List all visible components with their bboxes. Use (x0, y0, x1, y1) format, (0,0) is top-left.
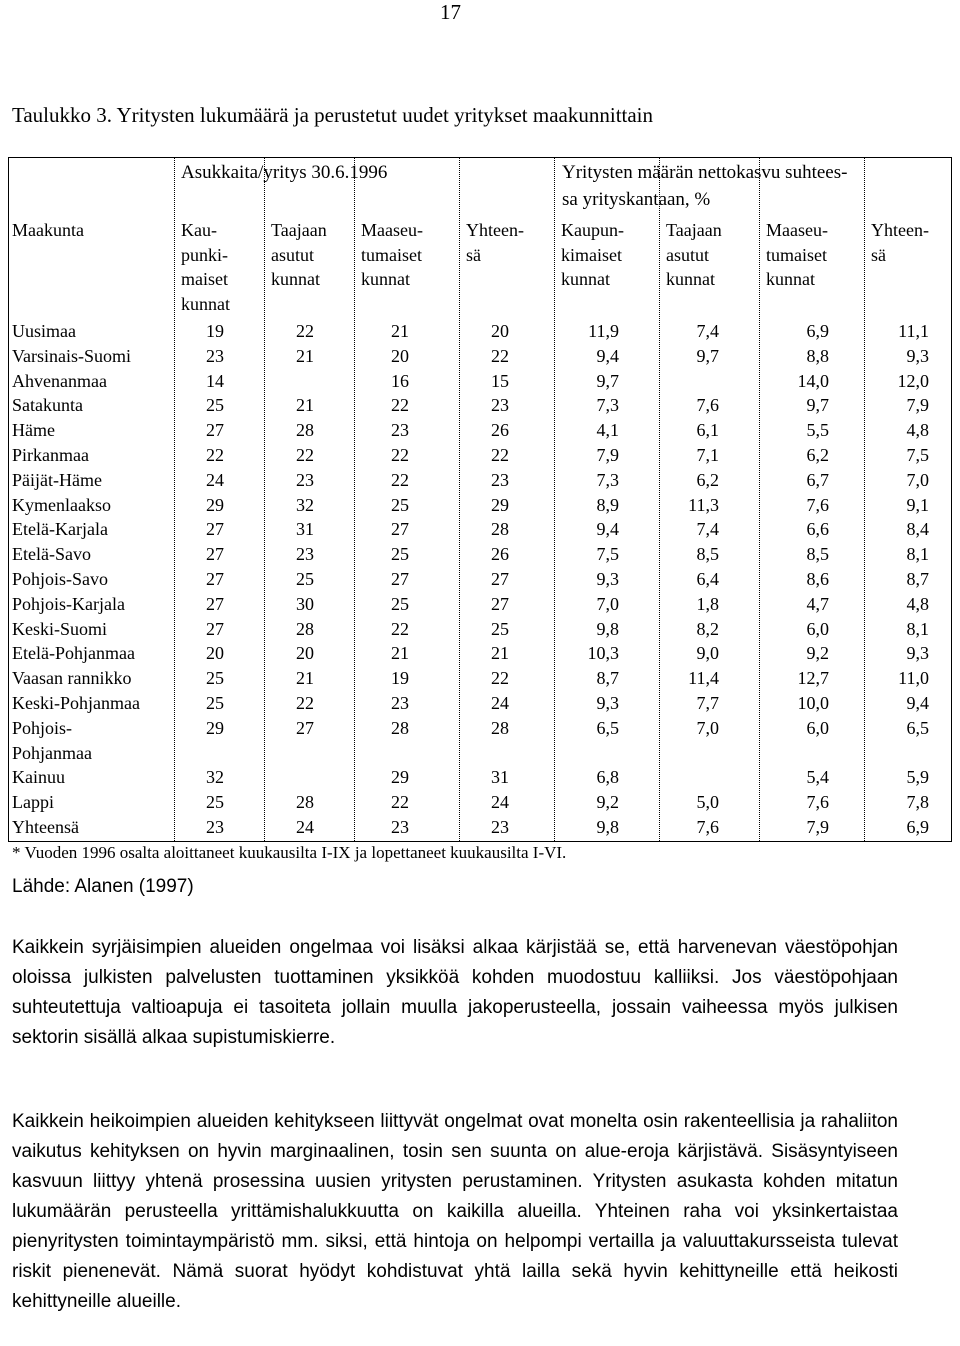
table-cell-value: 7,9 (906, 395, 929, 416)
table-cell-value: 23 (391, 693, 409, 713)
table-cell-value: 8,1 (906, 544, 929, 565)
group-title-residents-per-company: Asukkaita/yritys 30.6.1996 (181, 162, 388, 183)
table-cell-value: 15 (491, 370, 509, 391)
row-region-name: Etelä-Karjala (12, 519, 108, 540)
body-paragraph-2: Kaikkein heikoimpien alueiden kehitykseen liittyvät ongelmat ovat monelta osin rakenteellisia ja rahaliiton vaikutus kehityksen on hyvin marginaalinen, tosin sen suunta on alue-eroja kärjistävä. Sisäsyntyiseen kasvuun liittyy yhtenä prosessina uusien yritysten perustaminen. Yritysten asukasta kohden mitatun lukumäärän perusteella yrittämishalukkuutta on kaikilla alueilla. Yhteinen raha voi yksinkertaistaa pienyritysten toimintaympäristö mm. siksi, että hintoja on helpompi vertailla ja valuuttakursseista tulevat riskit pienenevät. Nämä suorat hyödyt kohdistuvat yhtä lailla sekä hyvin kehittyneille että heikosti kehittyneille alueille. (12, 1111, 898, 1312)
table-cell-value: 27 (391, 519, 409, 540)
header-col2-line: kunnat (271, 269, 320, 289)
table-cell-value: 9,4 (906, 693, 929, 713)
table-cell-value: 22 (491, 445, 509, 465)
table-cell-value: 11,3 (688, 494, 719, 515)
row-region-name: Pohjois- (12, 717, 73, 738)
table-cell-value: 29 (391, 767, 409, 788)
table-cell-value: 7,9 (806, 817, 829, 837)
column-divider (864, 158, 865, 841)
table-cell-value: 32 (206, 767, 224, 788)
table-cell-value: 25 (391, 544, 409, 565)
footnote: * Vuoden 1996 osalta aloittaneet kuukausilta I-IX ja lopettaneet kuukausilta I-VI. (12, 843, 567, 862)
table-cell-value: 28 (391, 717, 409, 738)
header-col7-line: Maaseu- (766, 220, 828, 240)
row-region-name: Varsinais-Suomi (12, 345, 131, 366)
table-cell-value: 8,5 (696, 544, 719, 565)
table-cell-value: 22 (491, 345, 509, 366)
table-cell-value: 9,8 (596, 817, 619, 837)
header-col2-line: asutut (271, 244, 314, 265)
table-cell-value: 22 (296, 445, 314, 465)
table-cell-value: 7,4 (696, 519, 719, 540)
table-cell-value: 11,9 (588, 321, 619, 341)
table-cell-value: 20 (206, 643, 224, 664)
row-region-name: Yhteensä (12, 817, 79, 837)
header-col5-line: kunnat (561, 269, 610, 289)
table-cell-value: 20 (491, 321, 509, 341)
table-cell-value: 7,9 (596, 445, 619, 465)
table-cell-value: 25 (391, 494, 409, 515)
table-cell-value: 5,0 (696, 792, 719, 813)
header-col4-line: sä (466, 244, 481, 265)
row-region-name: Keski-Pohjanmaa (12, 693, 140, 713)
table-cell-value: 30 (296, 593, 314, 614)
table-cell-value: 8,6 (806, 569, 829, 589)
table-cell-value: 19 (391, 668, 409, 689)
table-cell-value: 24 (296, 817, 314, 837)
table-cell-value: 7,6 (806, 792, 829, 813)
table-cell-value: 8,7 (906, 569, 929, 589)
table-cell-value: 7,0 (596, 593, 619, 614)
table-cell-value: 8,7 (596, 668, 619, 689)
table-cell-value: 24 (491, 693, 509, 713)
table-cell-value: 12,0 (897, 370, 929, 391)
row-region-name: Lappi (12, 792, 54, 813)
table-cell-value: 1,8 (696, 593, 719, 614)
row-region-name: Vaasan rannikko (12, 668, 132, 689)
header-col5-line: kimaiset (561, 244, 622, 265)
table-cell-value: 7,8 (906, 792, 929, 813)
table-cell-value: 8,9 (596, 494, 619, 515)
header-col3-line: tumaiset (361, 244, 422, 265)
table-cell-value: 28 (491, 519, 509, 540)
row-region-name: Kymenlaakso (12, 494, 111, 515)
column-divider (759, 158, 760, 841)
table-cell-value: 23 (491, 469, 509, 490)
table-cell-value: 9,0 (696, 643, 719, 664)
table-cell-value: 24 (491, 792, 509, 813)
row-region-name: Pirkanmaa (12, 445, 89, 465)
table-cell-value: 26 (491, 420, 509, 441)
table-cell-value: 21 (296, 668, 314, 689)
table-cell-value: 7,1 (696, 445, 719, 465)
table-cell-value: 8,4 (906, 519, 929, 540)
row-region-name: Häme (12, 420, 55, 441)
table-cell-value: 6,9 (806, 321, 829, 341)
table-cell-value: 5,5 (806, 420, 829, 441)
data-table (8, 157, 952, 842)
table-cell-value: 11,4 (688, 668, 719, 689)
table-cell-value: 12,7 (797, 668, 829, 689)
table-cell-value: 11,1 (898, 321, 929, 341)
table-cell-value: 10,3 (587, 643, 619, 664)
column-divider (554, 158, 555, 841)
table-cell-value: 22 (206, 445, 224, 465)
table-caption: Taulukko 3. Yritysten lukumäärä ja perustetut uudet yritykset maakunnittain (12, 103, 654, 127)
row-region-name: Satakunta (12, 395, 83, 416)
header-col8-line: Yhteen- (871, 220, 929, 240)
table-cell-value: 23 (391, 817, 409, 837)
table-cell-value: 14 (206, 370, 224, 391)
table-cell-value: 27 (206, 519, 224, 540)
table-cell-value: 21 (391, 321, 409, 341)
group-title-net-growth-line2: sa yrityskantaan, % (562, 189, 711, 210)
table-cell-value: 28 (296, 618, 314, 639)
header-col7-line: kunnat (766, 269, 815, 289)
table-cell-value: 10,0 (797, 693, 829, 713)
table-cell-value: 22 (391, 445, 409, 465)
table-cell-value: 9,4 (596, 345, 619, 366)
table-cell-value: 22 (391, 618, 409, 639)
table-cell-value: 21 (391, 643, 409, 664)
table-cell-value: 27 (296, 717, 314, 738)
table-cell-value: 7,5 (906, 445, 929, 465)
table-cell-value: 27 (491, 593, 509, 614)
row-region-name: Päijät-Häme (12, 469, 102, 490)
table-cell-value: 29 (206, 494, 224, 515)
header-col6-line: kunnat (666, 269, 715, 289)
table-cell-value: 6,9 (906, 817, 929, 837)
table-cell-value: 28 (491, 717, 509, 738)
table-cell-value: 4,8 (906, 593, 929, 614)
row-region-name: Ahvenanmaa (12, 370, 107, 391)
table-cell-value: 8,5 (806, 544, 829, 565)
table-cell-value: 27 (206, 618, 224, 639)
page-number: 17 (440, 0, 461, 24)
header-col6-line: Taajaan (666, 220, 722, 240)
table-cell-value: 22 (296, 321, 314, 341)
table-cell-value: 31 (296, 519, 314, 540)
table-cell-value: 22 (391, 792, 409, 813)
row-region-name: Uusimaa (12, 321, 76, 341)
header-maakunta: Maakunta (12, 220, 84, 240)
table-cell-value: 7,3 (596, 395, 619, 416)
table-cell-value: 23 (391, 420, 409, 441)
table-cell-value: 27 (206, 569, 224, 589)
table-cell-value: 32 (296, 494, 314, 515)
table-cell-value: 9,3 (596, 569, 619, 589)
table-cell-value: 9,3 (906, 345, 929, 366)
table-cell-value: 22 (296, 693, 314, 713)
table-cell-value: 9,7 (596, 370, 619, 391)
table-cell-value: 22 (491, 668, 509, 689)
table-cell-value: 6,4 (696, 569, 719, 589)
table-cell-value: 6,7 (806, 469, 829, 490)
table-cell-value: 4,7 (806, 593, 829, 614)
table-cell-value: 28 (296, 420, 314, 441)
table-cell-value: 26 (491, 544, 509, 565)
table-cell-value: 20 (391, 345, 409, 366)
table-cell-value: 6,1 (696, 420, 719, 441)
table-cell-value: 6,0 (806, 717, 829, 738)
table-cell-value: 6,0 (806, 618, 829, 639)
table-cell-value: 23 (491, 817, 509, 837)
group-title-net-growth: Yritysten määrän nettokasvu suhtees- (562, 162, 848, 183)
header-col2-line: Taajaan (271, 220, 327, 240)
table-cell-value: 6,2 (806, 445, 829, 465)
header-col3-line: kunnat (361, 269, 410, 289)
table-cell-value: 25 (206, 668, 224, 689)
table-cell-value: 7,5 (596, 544, 619, 565)
table-cell-value: 31 (491, 767, 509, 788)
table-cell-value: 4,1 (596, 420, 619, 441)
table-cell-value: 6,5 (596, 717, 619, 738)
table-cell-value: 25 (296, 569, 314, 589)
row-region-name: Kainuu (12, 767, 65, 788)
header-col4-line: Yhteen- (466, 220, 524, 240)
table-cell-value: 27 (491, 569, 509, 589)
table-cell-value: 6,8 (596, 767, 619, 788)
table-cell-value: 22 (391, 469, 409, 490)
table-cell-value: 9,8 (596, 618, 619, 639)
table-cell-value: 6,6 (806, 519, 829, 540)
header-col7-line: tumaiset (766, 244, 827, 265)
table-cell-value: 29 (491, 494, 509, 515)
table-cell-value: 21 (296, 345, 314, 366)
table-cell-value: 7,6 (806, 494, 829, 515)
table-cell-value: 9,7 (696, 345, 719, 366)
table-cell-value: 23 (206, 817, 224, 837)
table-cell-value: 25 (206, 693, 224, 713)
header-col1-line: maiset (181, 269, 228, 289)
body-paragraph-1: Kaikkein syrjäisimpien alueiden ongelmaa voi lisäksi alkaa kärjistää se, että harvenevan väestöpohjan oloissa julkisten palvelusten tuottaminen yksikköä kohden muodostuu kalliiksi. Jos väestöpohjaan suhteutettuja valtioapuja ei tasoiteta jollain muulla jakoperusteella, jossain vaiheessa myös julkisen sektorin sisällä alkaa supistumiskierre. (12, 937, 898, 1048)
row-region-name: Pohjois-Savo (12, 569, 109, 589)
table-cell-value: 23 (206, 345, 224, 366)
table-cell-value: 22 (391, 395, 409, 416)
table-cell-value: 7,7 (696, 693, 719, 713)
row-region-name-cont: Pohjanmaa (12, 742, 92, 763)
table-cell-value: 7,0 (696, 717, 719, 738)
header-col1-line: Kau- (181, 220, 217, 240)
table-cell-value: 23 (296, 544, 314, 565)
table-cell-value: 19 (206, 321, 224, 341)
table-cell-value: 7,3 (596, 469, 619, 490)
header-col1-line: punki- (181, 244, 228, 265)
table-cell-value: 7,6 (696, 395, 719, 416)
table-cell-value: 8,8 (806, 345, 829, 366)
header-col8-line: sä (871, 244, 886, 265)
table-cell-value: 8,2 (696, 618, 719, 639)
table-cell-value: 25 (391, 593, 409, 614)
row-region-name: Etelä-Pohjanmaa (12, 643, 135, 664)
table-cell-value: 27 (206, 420, 224, 441)
table-cell-value: 28 (296, 792, 314, 813)
table-cell-value: 9,3 (906, 643, 929, 664)
header-col6-line: asutut (666, 244, 709, 265)
table-cell-value: 16 (391, 370, 409, 391)
table-cell-value: 27 (206, 544, 224, 565)
table-cell-value: 25 (206, 395, 224, 416)
table-cell-value: 5,4 (806, 767, 829, 788)
table-cell-value: 9,2 (596, 792, 619, 813)
table-cell-value: 9,3 (596, 693, 619, 713)
table-cell-value: 20 (296, 643, 314, 664)
row-region-name: Keski-Suomi (12, 618, 108, 639)
table-cell-value: 27 (391, 569, 409, 589)
table-cell-value: 14,0 (797, 370, 829, 391)
table-cell-value: 24 (206, 469, 224, 490)
table-cell-value: 9,2 (806, 643, 829, 664)
row-region-name: Pohjois-Karjala (12, 593, 125, 614)
table-cell-value: 5,9 (906, 767, 929, 788)
table-cell-value: 11,0 (898, 668, 929, 689)
source-note: Lähde: Alanen (1997) (12, 876, 194, 897)
table-cell-value: 6,5 (906, 717, 929, 738)
header-col5-line: Kaupun- (561, 220, 624, 240)
header-col1-line: kunnat (181, 293, 230, 314)
table-cell-value: 4,8 (906, 420, 929, 441)
table-cell-value: 21 (296, 395, 314, 416)
table-cell-value: 23 (296, 469, 314, 490)
table-cell-value: 9,4 (596, 519, 619, 540)
table-cell-value: 25 (491, 618, 509, 639)
table-cell-value: 9,1 (906, 494, 929, 515)
table-cell-value: 25 (206, 792, 224, 813)
table-cell-value: 27 (206, 593, 224, 614)
table-cell-value: 8,1 (906, 618, 929, 639)
table-cell-value: 7,6 (696, 817, 719, 837)
table-cell-value: 23 (491, 395, 509, 416)
header-col3-line: Maaseu- (361, 220, 423, 240)
table-cell-value: 29 (206, 717, 224, 738)
table-cell-value: 7,4 (696, 321, 719, 341)
row-region-name: Etelä-Savo (12, 544, 91, 565)
table-cell-value: 7,0 (906, 469, 929, 490)
table-cell-value: 21 (491, 643, 509, 664)
table-cell-value: 9,7 (806, 395, 829, 416)
table-cell-value: 6,2 (696, 469, 719, 490)
